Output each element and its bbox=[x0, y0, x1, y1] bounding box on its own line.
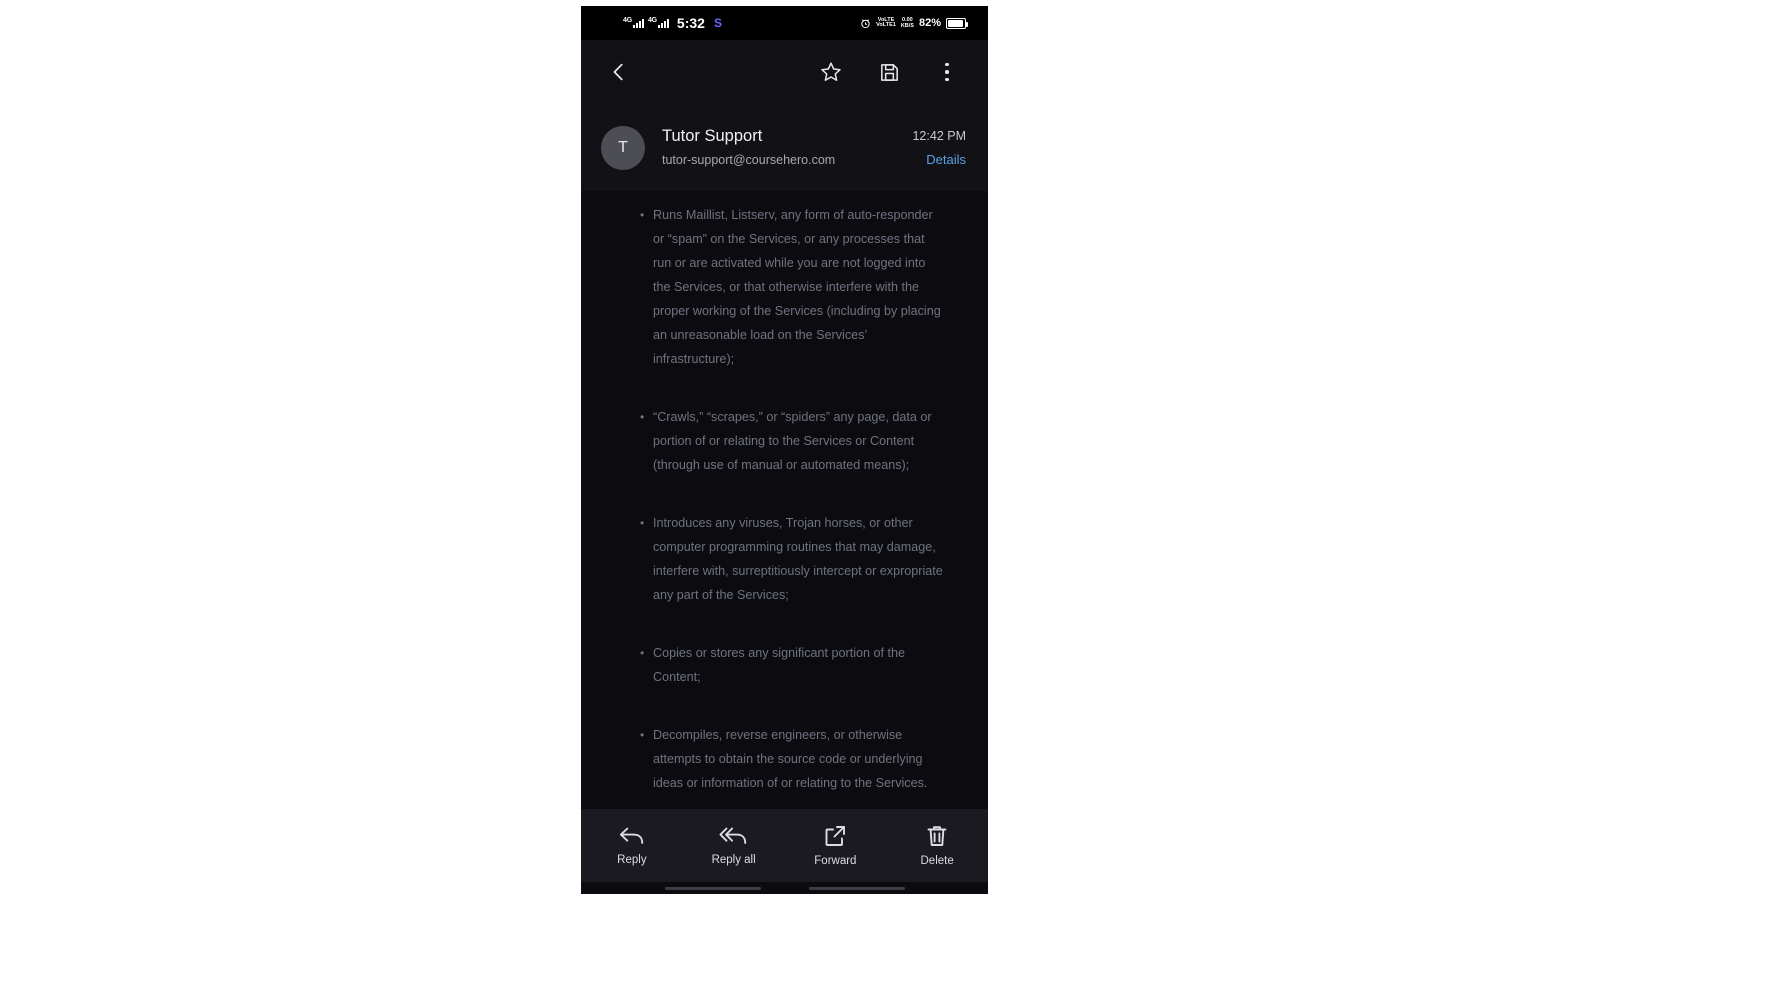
back-button[interactable] bbox=[591, 44, 647, 100]
reply-all-button[interactable] bbox=[683, 825, 785, 866]
save-button[interactable] bbox=[868, 51, 910, 93]
signal-bars-icon-sim1 bbox=[633, 18, 644, 28]
volte-indicator bbox=[876, 18, 896, 29]
forward-share-icon bbox=[823, 824, 847, 848]
reply-all-label: Reply all bbox=[711, 854, 756, 866]
avatar: T bbox=[601, 126, 645, 170]
phone-screen bbox=[581, 6, 988, 894]
battery-percent-label: 82% bbox=[918, 17, 941, 29]
more-vertical-icon bbox=[945, 63, 949, 82]
data-rate-value: 0.00 bbox=[902, 17, 913, 23]
message-header[interactable] bbox=[581, 104, 988, 191]
message-body-content bbox=[581, 191, 988, 843]
app-action-bar bbox=[581, 40, 988, 104]
volte-line1: VoLTE bbox=[877, 16, 895, 23]
trash-can-icon bbox=[926, 824, 948, 848]
message-body-scroll[interactable] bbox=[581, 191, 988, 843]
sender-info bbox=[662, 125, 912, 170]
nav-pill-left[interactable] bbox=[665, 887, 761, 890]
body-paragraph: • Decompiles, reverse engineers, or otherwise attempts to obtain the source code or underlying ideas or information of or relating to the Services. bbox=[653, 723, 946, 795]
body-paragraph: • Runs Maillist, Listserv, any form of auto-responder or “spam” on the Services, or any processes that run or are activated while you are not logged into the Services, or that otherwise interfere with the proper working of the Services (including by placing an unreasonable load on the Services’ infrastructure); bbox=[653, 203, 946, 371]
more-options-button[interactable] bbox=[926, 51, 968, 93]
sender-name: Tutor Support bbox=[662, 127, 763, 145]
data-rate-indicator bbox=[901, 17, 914, 29]
app-badge-label: S bbox=[713, 16, 722, 30]
reply-arrow-icon bbox=[619, 825, 645, 847]
forward-button[interactable] bbox=[785, 824, 887, 867]
chevron-left-icon bbox=[608, 61, 630, 83]
delete-label: Delete bbox=[920, 855, 954, 867]
status-bar bbox=[581, 6, 988, 40]
message-meta bbox=[912, 125, 966, 170]
message-time: 12:42 PM bbox=[912, 129, 966, 143]
message-action-bar bbox=[581, 809, 988, 882]
star-button[interactable] bbox=[810, 51, 852, 93]
status-bar-right bbox=[860, 6, 966, 40]
signal-indicator-sim1 bbox=[623, 18, 644, 28]
signal-indicator-sim2 bbox=[648, 18, 669, 28]
body-paragraph: • Copies or stores any significant portion of the Content; bbox=[653, 641, 946, 689]
alarm-clock-icon bbox=[860, 18, 871, 29]
nav-pill-right[interactable] bbox=[809, 887, 905, 890]
signal-bars-icon-sim2 bbox=[658, 18, 669, 28]
action-bar-icons bbox=[810, 51, 988, 93]
delete-button[interactable] bbox=[886, 824, 988, 867]
volte-line2: VoLTE1 bbox=[876, 22, 896, 28]
network-type-label-sim1: 4G bbox=[623, 17, 632, 24]
sender-email: tutor-support@coursehero.com bbox=[662, 153, 836, 167]
data-rate-unit: KB/S bbox=[900, 23, 914, 29]
forward-label: Forward bbox=[814, 855, 857, 867]
body-paragraph: • Introduces any viruses, Trojan horses, or other computer programming routines that may damage, interfere with, surreptitiously intercept or expropriate any part of the Services; bbox=[653, 511, 946, 607]
reply-label: Reply bbox=[617, 854, 647, 866]
body-paragraph: • “Crawls,” “scrapes,” or “spiders” any page, data or portion of or relating to the Services or Content (through use of manual or automated means); bbox=[653, 405, 946, 477]
system-navigation-bar bbox=[581, 882, 988, 894]
reply-button[interactable] bbox=[581, 825, 683, 866]
status-clock: 5:32 bbox=[676, 15, 705, 31]
battery-icon bbox=[946, 18, 966, 29]
details-link[interactable]: Details bbox=[926, 152, 966, 167]
network-type-label-sim2: 4G bbox=[647, 17, 657, 24]
star-outline-icon bbox=[819, 60, 843, 84]
reply-all-arrow-icon bbox=[719, 825, 749, 847]
status-bar-left bbox=[623, 6, 722, 40]
floppy-disk-icon bbox=[878, 61, 901, 84]
